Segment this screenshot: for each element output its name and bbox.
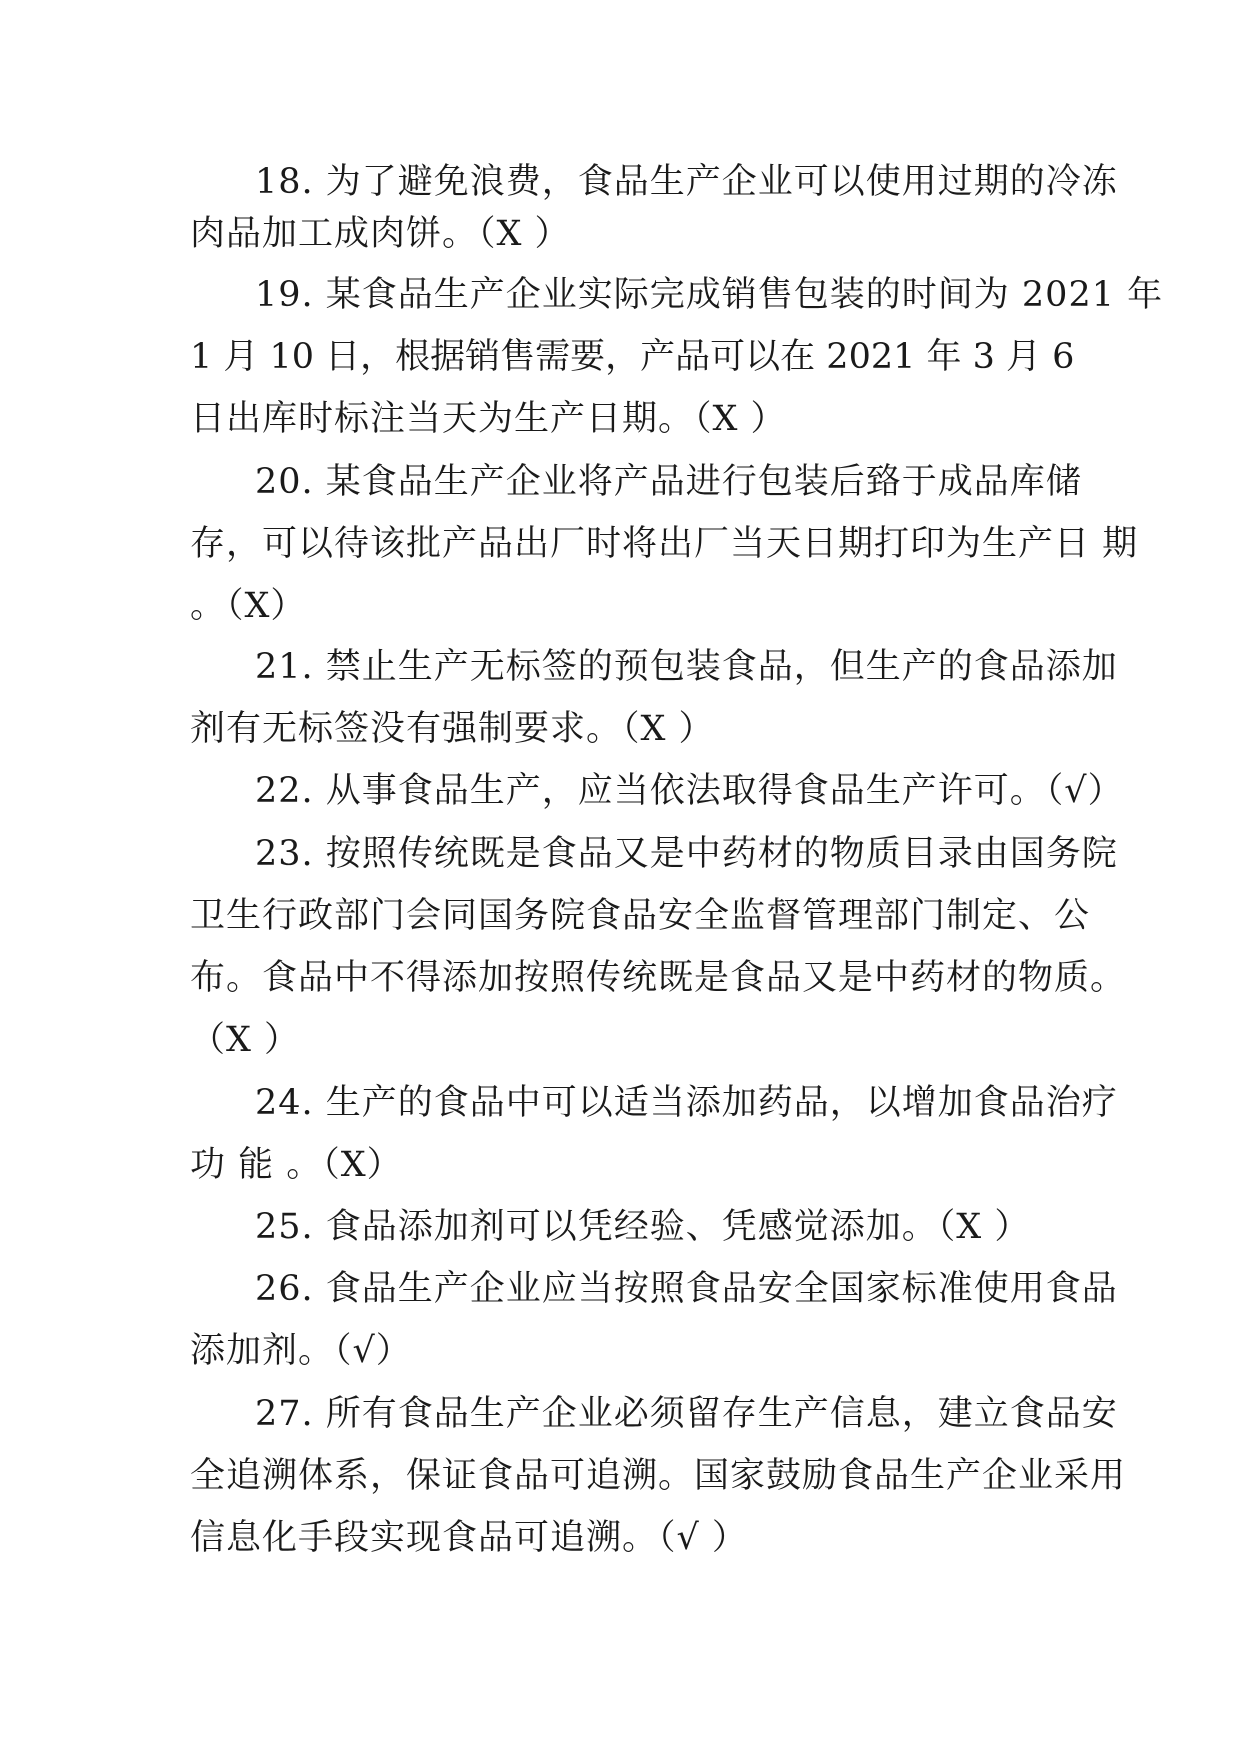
item-19-line-1: 19. 某食品生产企业实际完成销售包装的时间为 2021 年 [255, 275, 1164, 315]
item-27-line-1: 27. 所有食品生产企业必须留存生产信息，建立食品安 [255, 1394, 1118, 1434]
item-23-line-1: 23. 按照传统既是食品又是中药材的物质目录由国务院 [255, 834, 1118, 874]
item-25-line-1: 25. 食品添加剂可以凭经验、凭感觉添加。（X ） [255, 1207, 1031, 1247]
item-22-line-1: 22. 从事食品生产，应当依法取得食品生产许可。（√） [255, 771, 1124, 811]
item-20-line-1: 20. 某食品生产企业将产品进行包装后臵于成品库储 [255, 462, 1082, 502]
item-19-line-3: 日出库时标注当天为生产日期。（X ） [190, 399, 787, 439]
item-23-line-3: 布。食品中不得添加按照传统既是食品又是中药材的物质。 [190, 958, 1127, 998]
item-24-line-2: 功 能 。（X） [190, 1145, 403, 1185]
item-18-line-2: 肉品加工成肉饼。（X ） [190, 214, 571, 254]
item-24-line-1: 24. 生产的食品中可以适当添加药品，以增加食品治疗 [255, 1083, 1118, 1123]
item-26-line-2: 添加剂。（√） [190, 1331, 412, 1371]
item-20-line-3: 。（X） [190, 586, 307, 626]
item-20-line-2: 存，可以待该批产品出厂时将出厂当天日期打印为生产日 期 [190, 524, 1139, 564]
item-27-line-2: 全追溯体系，保证食品可追溯。国家鼓励食品生产企业采用 [190, 1456, 1127, 1496]
item-23-line-2: 卫生行政部门会同国务院食品安全监督管理部门制定、公 [190, 896, 1091, 936]
item-26-line-1: 26. 食品生产企业应当按照食品安全国家标准使用食品 [255, 1269, 1118, 1309]
item-21-line-2: 剂有无标签没有强制要求。（X ） [190, 709, 715, 749]
item-23-line-4: （X ） [190, 1020, 301, 1060]
item-21-line-1: 21. 禁止生产无标签的预包装食品，但生产的食品添加 [255, 647, 1118, 687]
item-27-line-3: 信息化手段实现食品可追溯。（√ ） [190, 1518, 748, 1558]
item-18-line-1: 18. 为了避免浪费，食品生产企业可以使用过期的冷冻 [255, 162, 1118, 202]
item-19-line-2: 1 月 10 日，根据销售需要，产品可以在 2021 年 3 月 6 [190, 337, 1075, 377]
